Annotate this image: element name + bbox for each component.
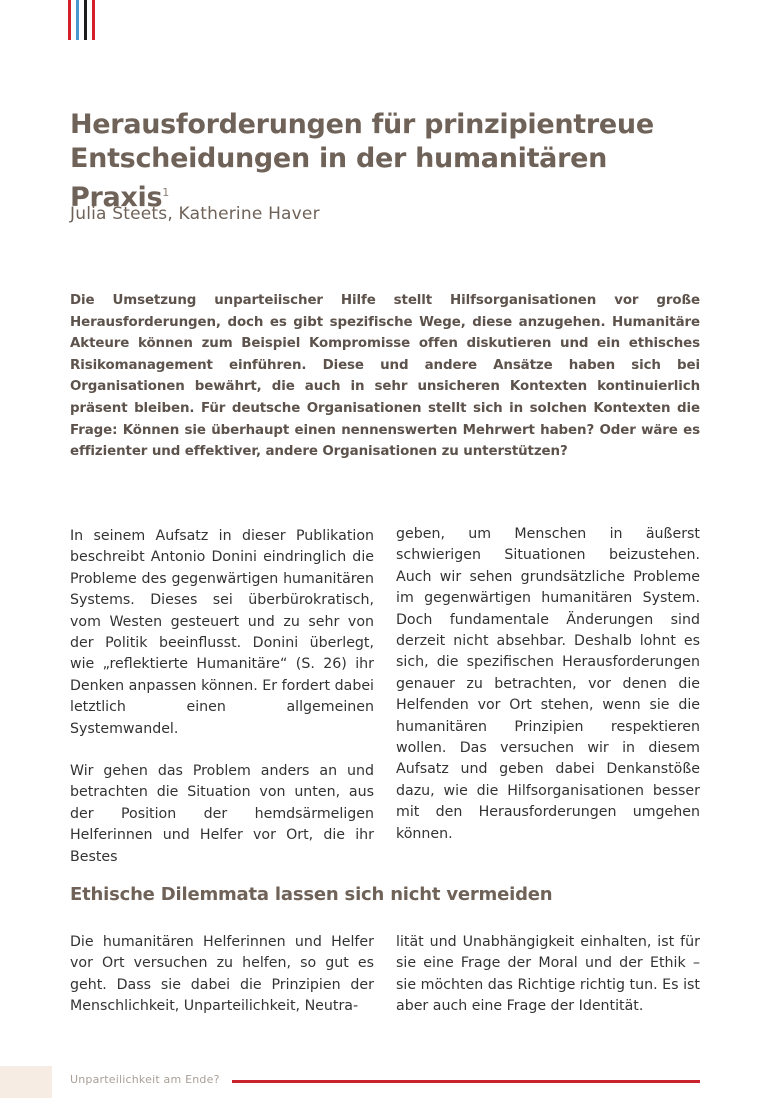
paragraph: In seinem Aufsatz in dieser Publikation beschreibt Antonio Donini eindringlich die Probleme des gegenwärtigen humanitären Systems. Dieses sei überbürokratisch, vom Westen gesteuert und zu sehr von der Politik beeinflusst. Donini überlegt, wie „reflektierte Humanitäre“ (S. 26) ihr Denken anpassen können. Er fordert dabei letztlich einen allgemeinen Systemwandel. — [70, 528, 374, 737]
stripe-red-2 — [92, 0, 95, 40]
title-line-1: Herausforderungen für prinzipientreue — [70, 109, 654, 140]
paragraph: Die humanitären Helferinnen und Helfer vor Ort versuchen zu helfen, so gut es geht. Dass sie dabei die Prinzipien der Menschlichkeit, Unparteilichkeit, Neutra- — [70, 934, 374, 1015]
title-line-2: Entscheidungen in der humanitären Praxis — [70, 143, 608, 213]
body-column-2 — [396, 524, 700, 845]
footer-running-title: Unparteilichkeit am Ende? — [70, 1073, 220, 1086]
paragraph: Wir gehen das Problem anders an und betrachten die Situation von unten, aus der Position der hemdsärmeligen Helferinnen und Helfer vor Ort, die ihr Bestes — [70, 763, 374, 865]
article-title — [70, 108, 710, 215]
title-footnote-marker[interactable]: 1 — [162, 186, 169, 199]
paragraph: geben, um Menschen in äußerst schwierigen Situationen beizustehen. Auch wir sehen grundsätzliche Probleme im gegenwärtigen humanitären System. Doch fundamentale Änderungen sind derzeit nicht absehbar. Deshalb lohnt es sich, die spezifischen Herausforderungen genauer zu betrachten, vor denen die Helfenden vor Ort stehen, wenn sie die humanitären Prinzipien respektieren wollen. Das versuchen wir in diesem Aufsatz und geben dabei Denkanstöße dazu, wie die Hilfsorganisationen besser mit den Herausforderungen umgehen können. — [396, 526, 700, 842]
article-abstract: Die Umsetzung unparteiischer Hilfe stellt Hilfsorganisationen vor große Herausforderungen, doch es gibt spezifische Wege, diese anzugehen. Humanitäre Akteure können zum Beispiel Kompromisse offen diskutieren und ein ethisches Risikomanagement einführen. Diese und andere Ansätze haben sich bei Organisationen bewährt, die auch in sehr unsicheren Kontexten kontinuierlich präsent bleiben. Für deutsche Organisationen stellt sich in solchen Kontexten die Frage: Können sie überhaupt einen nennenswerten Mehrwert haben? Oder wäre es effizienter und effektiver, andere Organisationen zu unterstützen? — [70, 293, 700, 460]
header-stripes — [68, 0, 108, 40]
section-heading: Ethische Dilemmata lassen sich nicht vermeiden — [70, 884, 553, 905]
stripe-black — [84, 0, 87, 40]
body-column-4 — [396, 932, 700, 1018]
stripe-blue — [76, 0, 79, 40]
body-column-3 — [70, 932, 374, 1018]
body-column-1 — [70, 526, 374, 868]
footer-rule — [232, 1080, 700, 1083]
stripe-red — [68, 0, 71, 40]
article-authors: Julia Steets, Katherine Haver — [70, 204, 320, 224]
footer-page-tab — [0, 1066, 52, 1098]
paragraph: lität und Unabhängigkeit einhalten, ist für sie eine Frage der Moral und der Ethik – sie möchten das Richtige richtig tun. Es ist aber auch eine Frage der Identität. — [396, 934, 700, 1015]
